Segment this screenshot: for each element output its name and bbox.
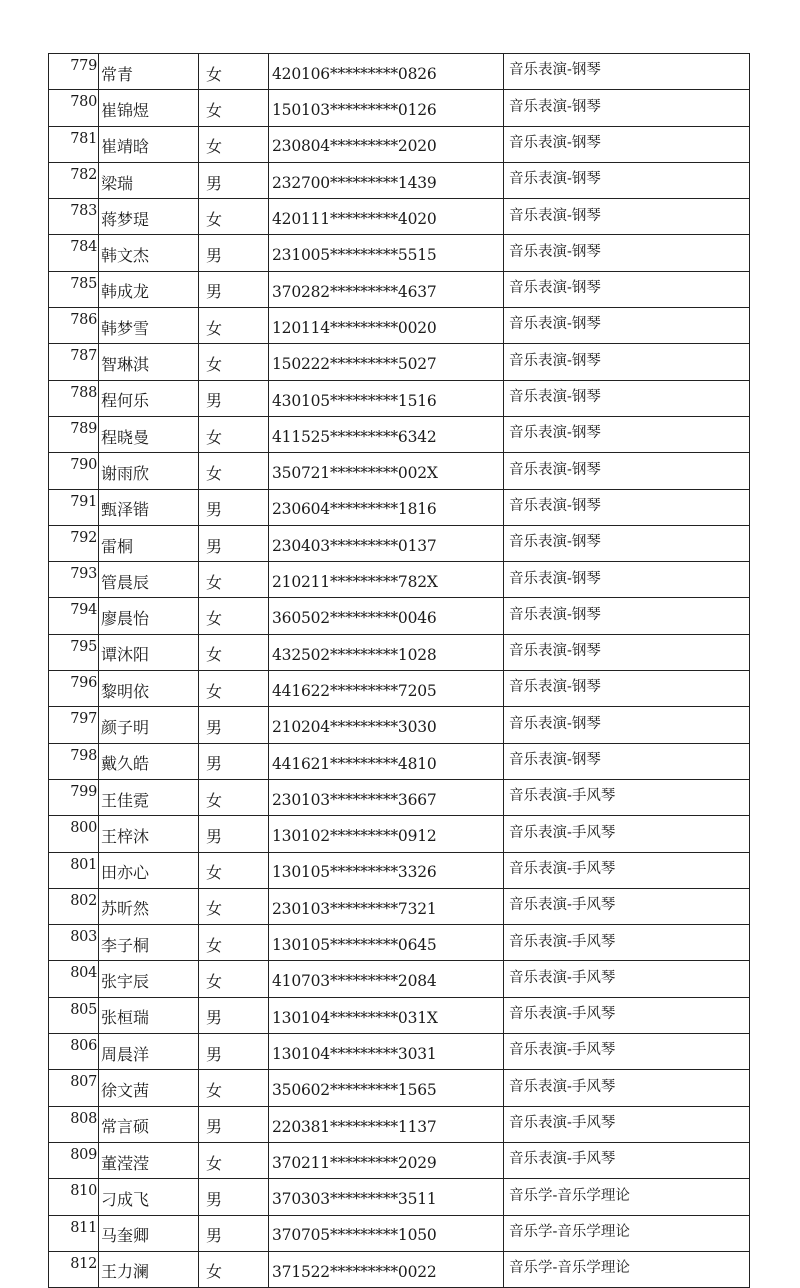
row-number: 788 [49, 380, 99, 416]
table-row [49, 562, 750, 598]
student-gender: 女 [199, 126, 269, 162]
student-name: 周晨洋 [99, 1034, 199, 1070]
table-row [49, 779, 750, 815]
student-id-number: 130104*********3031 [269, 1034, 504, 1070]
student-major: 音乐表演-钢琴 [504, 416, 750, 452]
student-major: 音乐表演-手风琴 [504, 961, 750, 997]
student-gender: 男 [199, 1034, 269, 1070]
student-gender: 女 [199, 925, 269, 961]
row-number: 811 [49, 1215, 99, 1251]
student-major: 音乐表演-手风琴 [504, 1070, 750, 1106]
table-row [49, 707, 750, 743]
student-name: 董滢滢 [99, 1142, 199, 1178]
student-gender: 女 [199, 453, 269, 489]
row-number: 812 [49, 1251, 99, 1287]
student-name: 王梓沐 [99, 816, 199, 852]
student-id-number: 230403*********0137 [269, 525, 504, 561]
row-number: 786 [49, 308, 99, 344]
student-gender: 女 [199, 308, 269, 344]
table-row [49, 90, 750, 126]
student-name: 李子桐 [99, 925, 199, 961]
student-id-number: 230103*********3667 [269, 779, 504, 815]
student-name: 张宇辰 [99, 961, 199, 997]
row-number: 785 [49, 271, 99, 307]
row-number: 809 [49, 1142, 99, 1178]
row-number: 794 [49, 598, 99, 634]
table-row [49, 671, 750, 707]
student-name: 刁成飞 [99, 1179, 199, 1215]
student-gender: 女 [199, 562, 269, 598]
student-gender: 女 [199, 416, 269, 452]
table-row [49, 1142, 750, 1178]
table-row [49, 925, 750, 961]
student-name: 常青 [99, 54, 199, 90]
student-roster-table [48, 53, 750, 1288]
student-name: 谢雨欣 [99, 453, 199, 489]
student-name: 梁瑞 [99, 162, 199, 198]
student-major: 音乐表演-手风琴 [504, 1142, 750, 1178]
student-name: 程何乐 [99, 380, 199, 416]
student-major: 音乐表演-钢琴 [504, 562, 750, 598]
student-name: 程晓曼 [99, 416, 199, 452]
student-id-number: 410703*********2084 [269, 961, 504, 997]
student-gender: 男 [199, 525, 269, 561]
student-gender: 男 [199, 380, 269, 416]
row-number: 810 [49, 1179, 99, 1215]
student-gender: 男 [199, 1179, 269, 1215]
row-number: 780 [49, 90, 99, 126]
student-major: 音乐表演-钢琴 [504, 525, 750, 561]
student-gender: 女 [199, 888, 269, 924]
row-number: 787 [49, 344, 99, 380]
student-id-number: 441622*********7205 [269, 671, 504, 707]
table-row [49, 1034, 750, 1070]
student-name: 颜子明 [99, 707, 199, 743]
student-major: 音乐表演-手风琴 [504, 1034, 750, 1070]
student-gender: 女 [199, 54, 269, 90]
table-row [49, 308, 750, 344]
row-number: 798 [49, 743, 99, 779]
student-major: 音乐表演-钢琴 [504, 90, 750, 126]
table-row [49, 126, 750, 162]
student-name: 管晨辰 [99, 562, 199, 598]
student-id-number: 230804*********2020 [269, 126, 504, 162]
student-name: 甄泽锴 [99, 489, 199, 525]
student-gender: 女 [199, 1070, 269, 1106]
row-number: 797 [49, 707, 99, 743]
student-gender: 男 [199, 1106, 269, 1142]
student-id-number: 150103*********0126 [269, 90, 504, 126]
student-id-number: 432502*********1028 [269, 634, 504, 670]
table-row [49, 1179, 750, 1215]
student-major: 音乐表演-手风琴 [504, 997, 750, 1033]
student-major: 音乐学-音乐学理论 [504, 1179, 750, 1215]
row-number: 789 [49, 416, 99, 452]
table-row [49, 344, 750, 380]
student-gender: 男 [199, 235, 269, 271]
student-major: 音乐表演-钢琴 [504, 54, 750, 90]
student-gender: 女 [199, 1251, 269, 1287]
table-row [49, 743, 750, 779]
student-name: 黎明依 [99, 671, 199, 707]
student-major: 音乐表演-手风琴 [504, 779, 750, 815]
student-id-number: 360502*********0046 [269, 598, 504, 634]
student-id-number: 232700*********1439 [269, 162, 504, 198]
row-number: 805 [49, 997, 99, 1033]
student-id-number: 370211*********2029 [269, 1142, 504, 1178]
row-number: 790 [49, 453, 99, 489]
row-number: 783 [49, 199, 99, 235]
student-name: 韩成龙 [99, 271, 199, 307]
student-id-number: 411525*********6342 [269, 416, 504, 452]
row-number: 804 [49, 961, 99, 997]
student-name: 韩文杰 [99, 235, 199, 271]
student-gender: 男 [199, 816, 269, 852]
student-id-number: 350721*********002X [269, 453, 504, 489]
student-gender: 女 [199, 634, 269, 670]
student-id-number: 420106*********0826 [269, 54, 504, 90]
student-name: 张桓瑞 [99, 997, 199, 1033]
student-major: 音乐表演-钢琴 [504, 126, 750, 162]
student-major: 音乐表演-手风琴 [504, 1106, 750, 1142]
student-id-number: 441621*********4810 [269, 743, 504, 779]
student-id-number: 130102*********0912 [269, 816, 504, 852]
student-id-number: 210211*********782X [269, 562, 504, 598]
table-row [49, 1070, 750, 1106]
row-number: 779 [49, 54, 99, 90]
student-major: 音乐表演-钢琴 [504, 344, 750, 380]
student-major: 音乐学-音乐学理论 [504, 1215, 750, 1251]
student-major: 音乐表演-手风琴 [504, 852, 750, 888]
table-row [49, 1215, 750, 1251]
student-name: 戴久皓 [99, 743, 199, 779]
student-gender: 女 [199, 1142, 269, 1178]
student-id-number: 370705*********1050 [269, 1215, 504, 1251]
row-number: 791 [49, 489, 99, 525]
table-row [49, 525, 750, 561]
student-name: 雷桐 [99, 525, 199, 561]
row-number: 792 [49, 525, 99, 561]
student-major: 音乐学-音乐学理论 [504, 1251, 750, 1287]
student-name: 廖晨怡 [99, 598, 199, 634]
student-id-number: 150222*********5027 [269, 344, 504, 380]
student-major: 音乐表演-钢琴 [504, 235, 750, 271]
row-number: 808 [49, 1106, 99, 1142]
student-id-number: 220381*********1137 [269, 1106, 504, 1142]
student-name: 王力澜 [99, 1251, 199, 1287]
student-gender: 男 [199, 489, 269, 525]
roster-body [49, 54, 750, 1288]
student-major: 音乐表演-钢琴 [504, 271, 750, 307]
table-row [49, 162, 750, 198]
student-gender: 女 [199, 90, 269, 126]
row-number: 799 [49, 779, 99, 815]
student-name: 崔靖晗 [99, 126, 199, 162]
student-name: 崔锦煜 [99, 90, 199, 126]
row-number: 807 [49, 1070, 99, 1106]
student-gender: 男 [199, 1215, 269, 1251]
student-name: 韩梦雪 [99, 308, 199, 344]
student-id-number: 130104*********031X [269, 997, 504, 1033]
student-major: 音乐表演-钢琴 [504, 199, 750, 235]
row-number: 782 [49, 162, 99, 198]
row-number: 801 [49, 852, 99, 888]
table-row [49, 634, 750, 670]
student-gender: 男 [199, 997, 269, 1033]
student-name: 王佳霓 [99, 779, 199, 815]
student-name: 智琳淇 [99, 344, 199, 380]
table-row [49, 271, 750, 307]
student-id-number: 420111*********4020 [269, 199, 504, 235]
student-major: 音乐表演-钢琴 [504, 453, 750, 489]
table-row [49, 235, 750, 271]
student-name: 马奎卿 [99, 1215, 199, 1251]
student-gender: 男 [199, 271, 269, 307]
table-row [49, 1106, 750, 1142]
student-gender: 女 [199, 671, 269, 707]
table-row [49, 598, 750, 634]
student-major: 音乐表演-钢琴 [504, 707, 750, 743]
table-row [49, 453, 750, 489]
student-id-number: 350602*********1565 [269, 1070, 504, 1106]
student-id-number: 230604*********1816 [269, 489, 504, 525]
student-name: 苏昕然 [99, 888, 199, 924]
table-row [49, 816, 750, 852]
table-row [49, 997, 750, 1033]
student-major: 音乐表演-手风琴 [504, 816, 750, 852]
student-gender: 男 [199, 162, 269, 198]
student-id-number: 430105*********1516 [269, 380, 504, 416]
table-row [49, 416, 750, 452]
table-row [49, 489, 750, 525]
row-number: 796 [49, 671, 99, 707]
student-name: 蒋梦瑅 [99, 199, 199, 235]
student-id-number: 130105*********3326 [269, 852, 504, 888]
student-id-number: 231005*********5515 [269, 235, 504, 271]
student-id-number: 230103*********7321 [269, 888, 504, 924]
student-gender: 女 [199, 852, 269, 888]
student-major: 音乐表演-钢琴 [504, 380, 750, 416]
table-row [49, 1251, 750, 1287]
student-gender: 女 [199, 779, 269, 815]
student-name: 常言硕 [99, 1106, 199, 1142]
row-number: 795 [49, 634, 99, 670]
table-row [49, 199, 750, 235]
student-gender: 女 [199, 961, 269, 997]
table-row [49, 888, 750, 924]
student-major: 音乐表演-钢琴 [504, 308, 750, 344]
student-major: 音乐表演-钢琴 [504, 162, 750, 198]
table-row [49, 852, 750, 888]
row-number: 806 [49, 1034, 99, 1070]
row-number: 802 [49, 888, 99, 924]
student-major: 音乐表演-手风琴 [504, 925, 750, 961]
table-row [49, 961, 750, 997]
student-major: 音乐表演-手风琴 [504, 888, 750, 924]
student-id-number: 210204*********3030 [269, 707, 504, 743]
row-number: 800 [49, 816, 99, 852]
table-row [49, 380, 750, 416]
student-name: 徐文茜 [99, 1070, 199, 1106]
student-gender: 女 [199, 199, 269, 235]
student-id-number: 120114*********0020 [269, 308, 504, 344]
student-major: 音乐表演-钢琴 [504, 598, 750, 634]
student-id-number: 371522*********0022 [269, 1251, 504, 1287]
student-name: 谭沐阳 [99, 634, 199, 670]
student-major: 音乐表演-钢琴 [504, 489, 750, 525]
student-major: 音乐表演-钢琴 [504, 743, 750, 779]
student-gender: 女 [199, 344, 269, 380]
row-number: 793 [49, 562, 99, 598]
student-name: 田亦心 [99, 852, 199, 888]
row-number: 784 [49, 235, 99, 271]
student-id-number: 370282*********4637 [269, 271, 504, 307]
student-major: 音乐表演-钢琴 [504, 634, 750, 670]
student-id-number: 130105*********0645 [269, 925, 504, 961]
student-id-number: 370303*********3511 [269, 1179, 504, 1215]
student-gender: 男 [199, 743, 269, 779]
row-number: 781 [49, 126, 99, 162]
student-gender: 女 [199, 598, 269, 634]
student-major: 音乐表演-钢琴 [504, 671, 750, 707]
table-row [49, 54, 750, 90]
row-number: 803 [49, 925, 99, 961]
student-gender: 男 [199, 707, 269, 743]
